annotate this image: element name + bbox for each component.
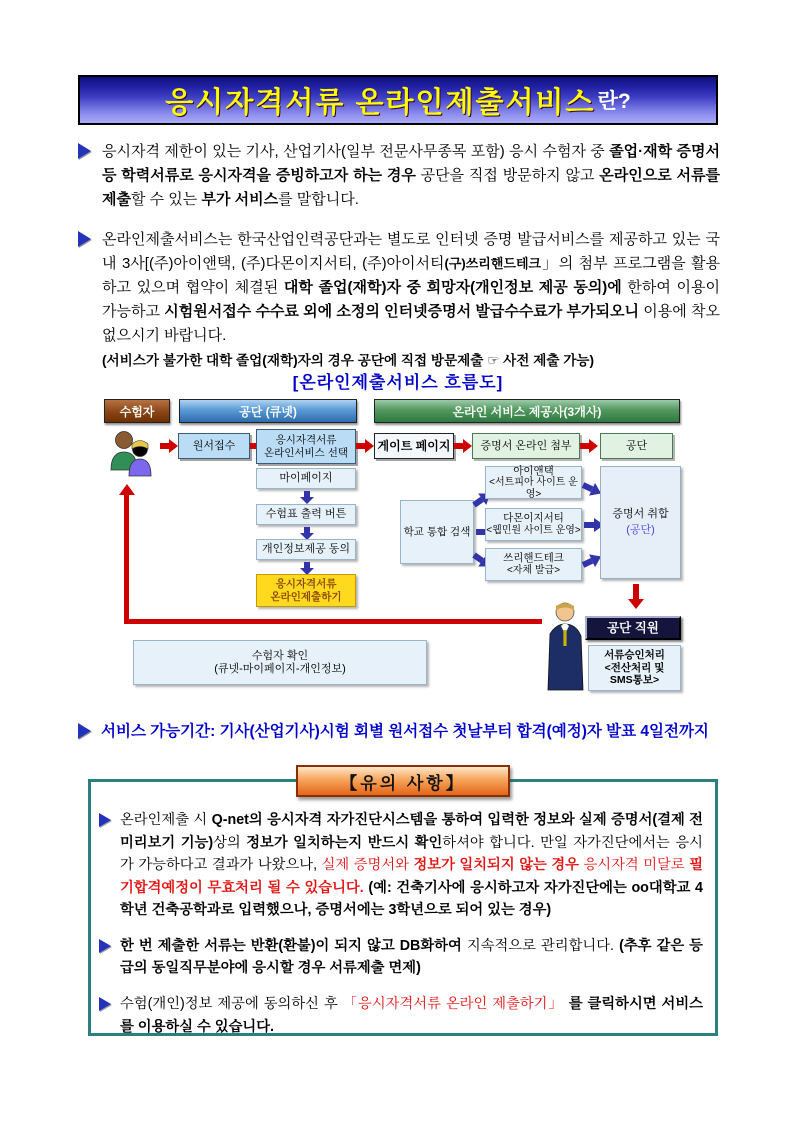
flow-box-apply: 원서접수 — [178, 433, 250, 459]
text-segment: 온라인제출 시 — [120, 812, 212, 828]
text-segment-bold: 시험원서접수 수수료 외에 소정의 인터넷증명서 발급수수료가 부가되오니 — [164, 303, 640, 320]
lane-header-examinee: 수험자 — [104, 399, 170, 423]
flow-box-select-service: 응시자격서류 온라인서비스 선택 — [256, 429, 356, 464]
text-segment: 수험(개인)정보 제공에 동의하신 후 — [120, 996, 343, 1013]
text-segment: 응시자격 제한이 있는 기사, 산업기사(일부 전문사무종목 포함) 응시 수험자 중 — [102, 143, 610, 160]
text-segment-red: 응시자격 미달로 — [583, 857, 690, 874]
text-segment-bold: 를 클릭하시면 서비스를 이용하실 수 있습니다. — [120, 996, 703, 1035]
notice-item-3 — [99, 993, 703, 1038]
flow-arrow-right — [356, 439, 374, 453]
flow-box-online-submit: 응시자격서류 온라인제출하기 — [256, 574, 356, 607]
text-segment-bold: (추후 같은 등급의 동일직무분야에 응시할 경우 서류제출 면제) — [120, 937, 703, 977]
offline-submit-note: (서비스가 불가한 대학 졸업(재학)자의 경우 공단에 직접 방문제출 ☞ 사전 제출 가능) — [102, 353, 595, 368]
text-segment: 하셔야 합니다. 만일 자가진단에서는 응시가 가능하다고 결과가 나왔으나, — [120, 834, 703, 874]
bullet-triangle-icon — [99, 813, 111, 827]
flow-return-line-vertical — [124, 495, 129, 622]
text-segment-bold: 부가 서비스 — [201, 191, 279, 208]
text-segment-bold: (구)쓰리핸드테크 — [444, 256, 542, 271]
flowchart-title: [온라인제출서비스 흐름도] — [292, 373, 504, 392]
flow-box-examinee-verify: 수험자 확인 (큐넷-마이페이지-개인정보) — [133, 640, 427, 685]
online-submit-link-text: 「응시자격서류 온라인 제출하기」 — [342, 996, 564, 1013]
text-segment-bold: 한 번 제출한 서류는 반환(환불)이 되지 않고 DB화하여 — [120, 937, 467, 954]
bullet-triangle-icon — [99, 939, 111, 953]
flow-arrow-right — [580, 439, 598, 453]
flow-arrow-right — [454, 439, 472, 453]
intro-paragraph-1 — [78, 140, 720, 212]
flow-box-mypage: 마이페이지 — [256, 468, 356, 489]
text-segment: 를 말합니다. — [278, 191, 359, 208]
flow-box-provider-damon: 다몬이지서티 <웹민원 사이트 운영> — [485, 508, 582, 541]
flow-box-school-search: 학교 통합 검색 — [400, 500, 474, 564]
page-title: 응시자격서류 온라인제출서비스 — [165, 86, 596, 119]
flow-return-arrowhead-up — [119, 484, 135, 495]
flow-box-staff: 공단 직원 — [585, 616, 681, 640]
intro-paragraph-2 — [78, 228, 720, 372]
flow-box-gate-page: 게이트 페이지 — [374, 433, 454, 459]
service-period-text: 서비스 가능기간: 기사(산업기사)시험 회별 원서접수 첫날부터 합격(예정)자 발표 4일전까지 — [101, 723, 709, 740]
bullet-triangle-icon — [99, 997, 111, 1011]
flow-box-provider-iantec: 아이앤택 <서트피아 사이트 운영> — [485, 466, 582, 499]
flow-box-gongdan: 공단 — [600, 433, 673, 459]
intro-paragraph-2-text — [102, 228, 720, 372]
text-segment-bold: 졸업·재학 증명서 등 학력서류로 응시자격을 증빙하고자 하는 경우 — [102, 143, 720, 184]
text-segment: 한하여 이용이 가능하고 — [102, 279, 721, 320]
lane-header-qnet: 공단 (큐넷) — [179, 399, 357, 423]
flow-arrow-down-red — [628, 584, 644, 610]
flow-return-line — [124, 619, 542, 624]
bullet-triangle-icon — [78, 231, 91, 247]
text-segment-red-bold: 필기합격예정이 무효처리 될 수 있습니다. — [120, 857, 703, 896]
text-segment-bold: 정보가 일치하는지 반드시 확인 — [246, 834, 443, 851]
service-period — [78, 720, 738, 745]
flowchart-diagram — [90, 398, 702, 700]
text-segment-red: 실제 증명서와 — [321, 857, 414, 874]
staff-person-icon — [540, 600, 586, 692]
text-segment: 온라인제출서비스는 한국산업인력공단과는 별도로 인터넷 증명 발급서비스를 제공하고 있는 국내 3사[(주)아이앤택, (주)다몬이지서티, (주)아이서티 — [102, 231, 720, 272]
flow-box-privacy-consent: 개인정보제공 동의 — [256, 539, 356, 560]
text-segment-bold: Q-net의 응시자격 자가진단시스템을 통하여 입력한 정보와 실제 증명서(결제 전 미리보기 기능) — [120, 812, 703, 851]
text-segment: 」의 첨부 프로그램을 활용하고 있으며 협약이 체결된 — [102, 255, 720, 296]
flow-box-attach-cert: 증명서 온라인 첨부 — [472, 433, 580, 459]
text-segment-red-bold: 정보가 일치되지 않는 경우 — [413, 857, 584, 874]
notice-title: 【유의 사항】 — [296, 765, 510, 797]
flow-box-cert-collect: 증명서 취합 (공단) — [600, 466, 681, 579]
flow-box-approval: 서류승인처리 <전산처리 및 SMS통보> — [588, 645, 681, 691]
flow-arrow-down — [300, 491, 314, 504]
bullet-triangle-icon — [78, 723, 91, 739]
text-segment: 할 수 있는 — [130, 191, 202, 208]
text-segment: 이용에 착오 없으시기 바랍니다. — [102, 303, 720, 344]
text-segment-bold: 온라인으로 서류를 제출 — [102, 167, 721, 208]
notice-item-2 — [99, 935, 703, 980]
notice-box — [88, 773, 718, 1036]
text-segment-bold: (예: 건축기사에 응시하고자 자가진단에는 oo대학교 4학년 건축공학과로 입력했으나, 증명서에는 3학년으로 되어 있는 경우) — [120, 879, 703, 919]
title-banner — [78, 75, 718, 125]
text-segment: 지속적으로 관리합니다. — [466, 937, 620, 954]
flow-box-print-button: 수험표 출력 버튼 — [256, 504, 356, 525]
text-segment: 공단을 직접 방문하지 않고 — [415, 167, 600, 184]
text-segment-bold: 대학 졸업(재학)자 중 희망자(개인정보 제공 동의)에 — [283, 279, 622, 296]
flow-box-provider-threehand: 쓰리핸드테크 <자체 발급> — [485, 548, 582, 581]
intro-paragraph-1-text — [102, 140, 720, 212]
page-title-suffix: 란? — [597, 90, 631, 113]
examinee-people-icon — [105, 428, 157, 480]
notice-body — [91, 782, 715, 1048]
bullet-triangle-icon — [78, 143, 91, 159]
flow-arrow-right — [160, 439, 178, 453]
notice-item-1 — [99, 809, 703, 922]
text-segment: 상의 — [213, 834, 247, 851]
lane-header-providers: 온라인 서비스 제공사(3개사) — [374, 399, 680, 423]
